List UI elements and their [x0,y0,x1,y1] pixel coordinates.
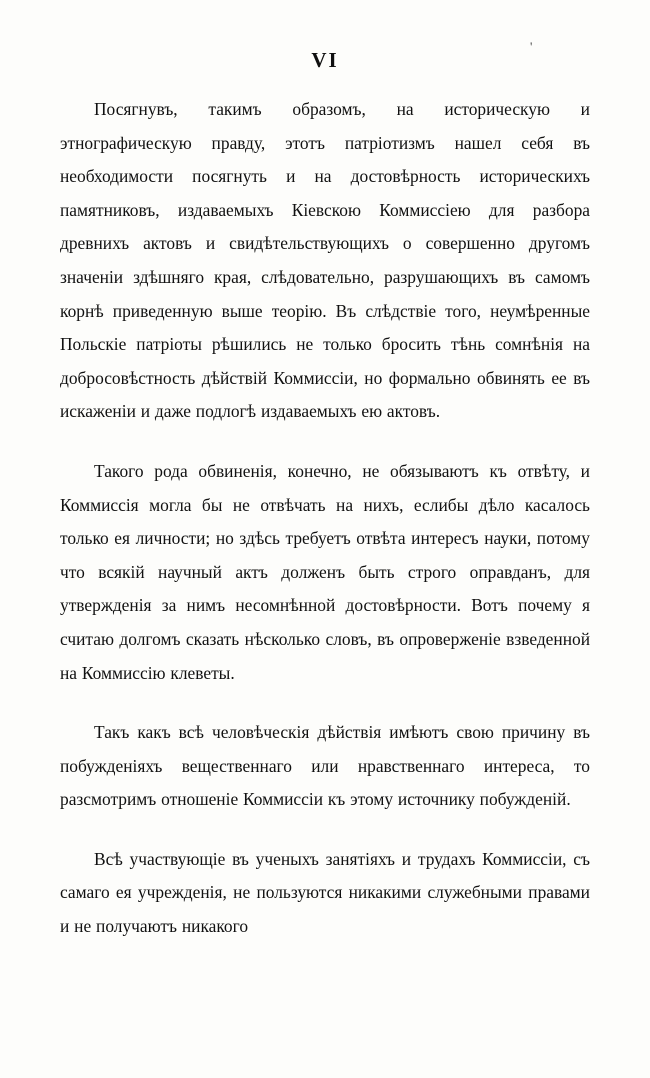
paragraph: Такого рода обвиненія, конечно, не обязываютъ къ отвѣту, и Коммиссія могла бы не отвѣчать на нихъ, еслибы дѣло касалось только ея личности; но здѣсь требуетъ отвѣта интересъ науки, потому что всякій научный актъ долженъ быть строго оправданъ, для утвержденія за нимъ несомнѣнной достовѣрности. Вотъ почему я считаю долгомъ сказать нѣсколько словъ, въ опроверженіе взведенной на Коммиссію клеветы. [60,460,590,683]
paragraph: Такъ какъ всѣ человѣческія дѣйствія имѣютъ свою причину въ побужденіяхъ вещественнаго или нравственнаго интереса, то разсмотримъ отношеніе Коммиссіи къ этому источнику побужденій. [60,722,590,810]
margin-mark: ' [530,39,533,54]
body-text [60,79,590,944]
page-number: VI [311,48,339,72]
paragraph: Всѣ участвующіе въ ученыхъ занятіяхъ и трудахъ Коммиссіи, съ самаго ея учрежденія, не пользуются никакими служебными правами и не получаютъ никакого [60,848,590,937]
paragraph: Посягнувъ, такимъ образомъ, на историческую и этнографическую правду, этотъ патріотизмъ нашел себя въ необходимости посягнуть и на достовѣрность историческихъ памятниковъ, издаваемыхъ Кіевскою Коммиссіею для разбора древнихъ актовъ и свидѣтельствующихъ о совершенно другомъ значеніи здѣшняго края, слѣдовательно, разрушающихъ въ самомъ корнѣ приведенную выше теорію. Въ слѣдствіе того, неумѣренные Польскіе патріоты рѣшились не только бросить тѣнь сомнѣнія на добросовѣстность дѣйствій Коммиссіи, но формально обвинять ее въ искаженіи и даже подлогѣ издаваемыхъ ею актовъ. [60,99,590,422]
